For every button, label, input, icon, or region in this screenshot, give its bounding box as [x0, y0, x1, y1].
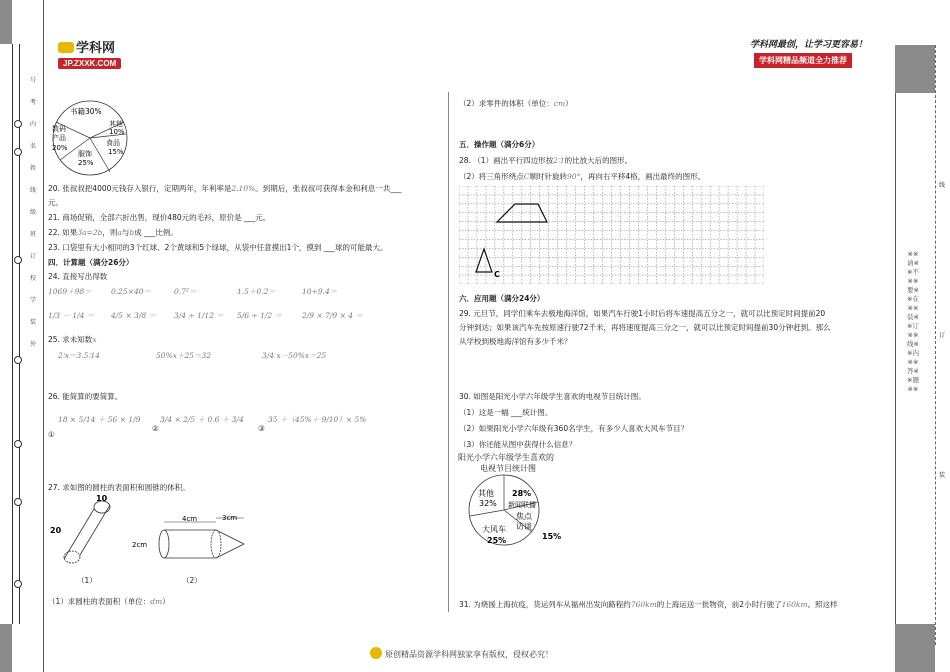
pie-label: 28%	[512, 489, 532, 498]
calc-item: 0.25×40＝	[111, 287, 152, 296]
q25-text: 25. 求未知数	[48, 335, 93, 344]
question-20	[48, 183, 401, 194]
q28-ratio: 2∶1	[553, 156, 565, 165]
binding-label: 姓	[29, 165, 36, 172]
binding-dotted-line	[12, 44, 20, 624]
calc-item: 3/4 ÷ 1/12 ＝	[174, 311, 224, 320]
q22-text: 成 ___比例。	[134, 228, 178, 237]
calc-item: 1/3 － 1/4 ＝	[48, 311, 95, 320]
q20-text: 。到期后，张叔叔可获得本金和利息一共	[255, 184, 391, 193]
question-27: 27. 求如图的圆柱的表面积和圆锥的体积。	[48, 483, 190, 492]
figure-caption: （2）	[182, 576, 202, 585]
tv-chart-title: 阳光小学六年级学生喜欢的	[458, 453, 554, 462]
pie-label: 15%	[542, 532, 562, 541]
q20-text: 20. 张叔叔把4000元钱存入银行，定期两年，年利率是	[48, 184, 232, 193]
binding-gray-block-bottom	[0, 624, 12, 672]
binding-hole-icon	[14, 356, 22, 364]
dimension-label: 10	[96, 495, 108, 503]
question-26: 26. 能简算的要简算。	[48, 392, 123, 401]
section-4-title: 四．计算题（满分26分）	[48, 258, 134, 267]
q27-2-unit: cm	[553, 99, 566, 108]
pie-label: 大风车	[482, 525, 506, 534]
binding-label: 装	[29, 319, 36, 326]
cylinder-cone-figure	[132, 512, 252, 567]
binding-labels	[28, 70, 38, 356]
drawing-grid	[459, 186, 764, 284]
pie-label: 25%	[78, 159, 94, 167]
pie-label: 服饰	[78, 150, 92, 158]
q22-text: ，则	[102, 228, 118, 237]
question-30: 30. 如图是阳光小学六年级学生喜欢的电视节目统计图。	[459, 392, 646, 401]
binding-label: 级	[29, 209, 36, 216]
simplify-item: 3/4 × 2/5 ＋ 0.6 ＋ 3/4	[160, 415, 244, 424]
logo-url: JP.ZXXK.COM	[58, 58, 121, 69]
item-marker: ③	[258, 424, 265, 433]
calc-item: 1.5＋0.2＝	[237, 287, 276, 296]
dimension-label: 3cm	[222, 514, 238, 522]
cylinder-edge	[80, 505, 110, 555]
q20-rate: 2.10%	[231, 184, 256, 193]
question-30-1: （1）这是一幅 ___统计图。	[459, 408, 553, 417]
question-29: 29. 元旦节，同学们乘车去极地海洋馆，如果汽车行驶1小时后将车速提高五分之一，就可以比预定时间提前20	[459, 309, 826, 318]
calc-item: 0.7²＝	[174, 287, 197, 296]
q27-2-text: ）	[565, 99, 573, 108]
binding-label: 号	[29, 77, 36, 84]
binding-hole-icon	[14, 498, 22, 506]
binding-gray-block-top	[895, 45, 935, 93]
binding-label: 装	[939, 472, 946, 479]
equation-item: 50%x＋25＝32	[156, 351, 211, 360]
equation-item: 3/4 x－50%x＝25	[262, 351, 327, 360]
pie-label: 访谈	[516, 522, 532, 531]
grid-lines	[459, 186, 764, 284]
pie-label: 产品	[52, 134, 66, 142]
binding-label: 名	[29, 143, 36, 150]
binding-hole-icon	[14, 256, 22, 264]
question-27-2	[459, 98, 573, 109]
cylinder-figure	[50, 495, 130, 575]
q28-text: （2）将三角形绕点	[459, 172, 524, 181]
question-30-2: （2）如果阳光小学六年级有360名学生，有多少人喜欢大风车节目？	[459, 424, 689, 433]
equation-item: 2∶x＝3.5∶14	[58, 351, 100, 360]
tv-pie-chart	[462, 472, 572, 552]
section-5-title: 五．操作题（满分6分）	[459, 140, 540, 149]
header-slogan: 学科网最创，让学习更容易！	[750, 40, 868, 50]
pie-label: 32%	[479, 499, 497, 508]
q28-point: C	[523, 172, 530, 181]
binding-label: 考	[29, 99, 36, 106]
answer-blank: ___	[390, 184, 402, 193]
q27-1-text: （1）求圆柱的表面积（单位：	[48, 597, 151, 606]
q28-text: 顺时针旋转	[529, 172, 568, 181]
question-29-line: 分钟到达；如果该汽车先按原速行驶72千米，再将速度提高三分之一，就可以比预定时间提前30分钟赶到。那么	[459, 323, 831, 332]
binding-label: 线	[939, 182, 946, 189]
pie-label: 焦点	[516, 512, 532, 521]
part-left-face	[159, 530, 169, 558]
q28-text: 的比放大后的图形。	[564, 156, 633, 165]
triangle-shape	[476, 249, 492, 272]
q22-var: a	[117, 228, 122, 237]
binding-label: 学	[29, 297, 36, 304]
site-logo	[58, 37, 121, 69]
section-6-title: 六．应用题（满分24分）	[459, 294, 545, 303]
q27-2-text: （2）求零件的体积（单位：	[459, 99, 554, 108]
q28-degree: 90°	[567, 172, 581, 181]
figure-caption: （1）	[77, 576, 97, 585]
q27-1-text: ）	[162, 597, 170, 606]
pie-label: 25%	[487, 536, 507, 545]
binding-gray-block-bottom	[895, 624, 935, 672]
q28-text: ，再向右平移4格，画出最终的图形。	[580, 172, 706, 181]
q31-distance: 760km	[630, 600, 657, 609]
binding-hole-icon	[14, 440, 22, 448]
binding-label: 订	[29, 253, 36, 260]
binding-label: 校	[29, 275, 36, 282]
left-binding-strip	[0, 0, 44, 672]
q28-text: 28. （1）画出平行四边形按	[459, 156, 554, 165]
binding-line	[895, 93, 896, 624]
footer-text: 原创精品资源学科网独家享有版权，侵权必究！	[385, 650, 553, 659]
pie-label: 15%	[108, 148, 124, 156]
question-28-2	[459, 171, 705, 182]
question-29-line: 从学校到极地海洋馆有多少千米？	[459, 337, 572, 346]
column-divider	[448, 92, 449, 612]
calc-item: 5/6 ÷ 1/2 ＝	[237, 311, 283, 320]
right-binding-strip	[895, 0, 950, 672]
part-joint	[211, 530, 221, 558]
calc-item: 2/9 × 7/9 × 4 ＝	[302, 311, 363, 320]
pie-label: 其他	[478, 489, 494, 498]
logo-text: 学科网	[76, 40, 116, 55]
item-marker: ①	[48, 430, 55, 439]
cylinder-bottom	[64, 551, 80, 563]
question-24: 24. 直接写出得数	[48, 272, 108, 281]
q31-text: 31. 为烧援上海抗疫，货运列车从福州出发向路程约	[459, 600, 631, 609]
tv-chart-subtitle: 电视节目统计图	[480, 464, 536, 473]
pie-label: 其他	[109, 120, 123, 128]
binding-label: 订	[939, 332, 946, 339]
dimension-label: 2cm	[132, 541, 148, 549]
binding-gray-block-top	[0, 0, 12, 44]
cylinder-edge	[64, 509, 94, 559]
question-30-3: （3）你还能从图中获得什么信息？	[459, 440, 577, 449]
pie-label: 新闻联播	[508, 501, 536, 509]
binding-hole-icon	[14, 148, 22, 156]
q22-var: b	[129, 228, 135, 237]
pie-label: 书籍30%	[70, 107, 102, 116]
calc-item: 10÷9.4＝	[302, 287, 338, 296]
item-marker: ②	[152, 424, 159, 433]
question-31	[459, 599, 838, 610]
pie-label: 10%	[109, 128, 125, 136]
q20-unit: 元。	[48, 198, 63, 207]
question-21: 21. 商场促销，全部六折出售，现价480元的毛衫，原价是 ___元。	[48, 213, 271, 222]
header-badge: 学科网精品频道全力推荐	[754, 53, 852, 68]
simplify-item: 18 × 5/14 ＋ 56 × 1/9	[58, 415, 141, 424]
dimension-label: 4cm	[182, 515, 198, 523]
q25-var: x	[92, 335, 97, 344]
question-25	[48, 334, 97, 345]
question-27-1	[48, 596, 170, 607]
binding-label: 内	[29, 121, 36, 128]
pie-label: 食品	[106, 139, 120, 147]
pie-label: 数码	[52, 125, 66, 133]
binding-label: 班	[29, 231, 36, 238]
calc-item: 1069＋98＝	[48, 287, 92, 296]
page-footer	[370, 647, 553, 660]
question-23: 23. 口袋里有大小相同的3个红球、2个黄球和5个绿球，从袋中任意摸出1个，摸到 ___球的可能最大。	[48, 243, 388, 252]
binding-label: 外	[29, 341, 36, 348]
binding-hole-icon	[14, 580, 22, 588]
dimension-label: 20	[50, 526, 62, 535]
question-22	[48, 227, 178, 238]
binding-hole-icon	[14, 120, 22, 128]
point-c-label: C	[494, 270, 500, 279]
q22-text: 与	[121, 228, 130, 237]
question-28-1	[459, 155, 632, 166]
mascot-icon	[370, 647, 382, 659]
q31-distance: 160km	[781, 600, 808, 609]
q22-text: 22. 如果	[48, 228, 78, 237]
logo-brand	[58, 37, 121, 56]
q31-text: 的上海运送一批物资，前2小时行驶了	[656, 600, 782, 609]
shopping-pie-chart	[48, 98, 138, 178]
q22-expr: 3a=2b	[77, 228, 103, 237]
q27-1-unit: dm	[150, 597, 163, 606]
graduation-cap-icon	[58, 42, 74, 53]
binding-warning-note: ※※请※※不※※要※※在※※装※※订※※线※※内※※答※※题※※	[907, 250, 919, 393]
pie-label: 20%	[52, 144, 68, 152]
simplify-item: 35 ＋（45%＋ 9/10）× 5%	[268, 415, 367, 424]
binding-label: 线	[29, 187, 36, 194]
q31-text: 。照这样	[807, 600, 838, 609]
binding-dotted-line	[935, 45, 936, 645]
calc-item: 4/5 × 3/8 ＝	[111, 311, 157, 320]
